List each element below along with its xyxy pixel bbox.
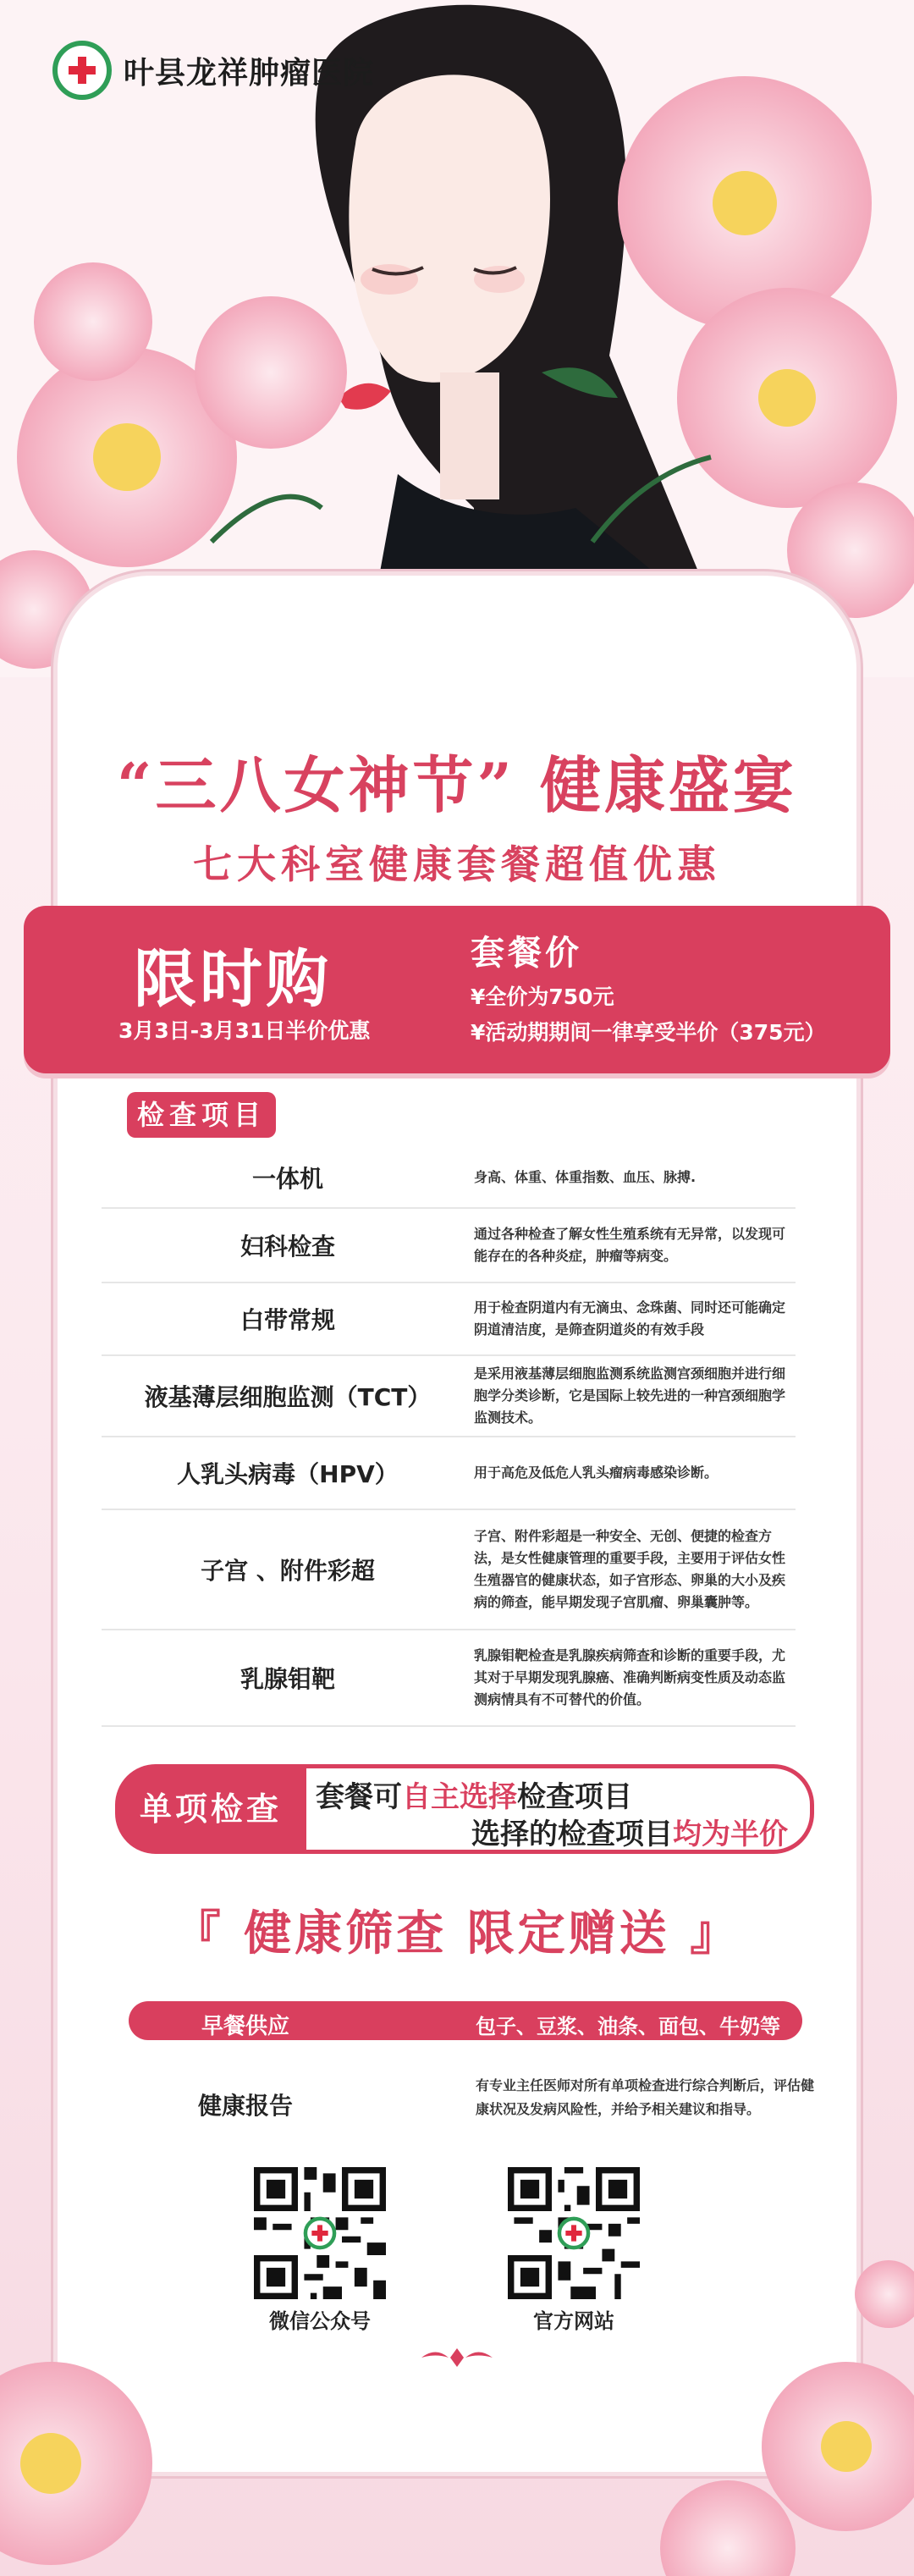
full-price-line: ¥全价为750元 — [471, 985, 614, 1009]
item-name: 白带常规 — [240, 1306, 335, 1334]
item-desc: 通过各种检查了解女性生殖系统有无异常，以发现可能存在的各种炎症，肿瘤等病变。 — [474, 1226, 786, 1264]
single-exam-banner — [115, 1764, 814, 1854]
headline-title: “三八女神节” 健康盛宴 — [117, 749, 797, 821]
gift-heading: 『 健康筛查 限定赠送 』 — [173, 1906, 741, 1961]
report-desc: 有专业主任医师对所有单项检查进行综合判断后，评估健康状况及发病风险性，并给予相关建议和指导。 — [476, 2077, 815, 2117]
wechat-qr-caption: 微信公众号 — [269, 2309, 371, 2333]
item-desc: 用于高危及低危人乳头瘤病毒感染诊断。 — [474, 1465, 719, 1481]
list-item — [102, 1209, 796, 1283]
bottom-flowers-decoration — [0, 2243, 914, 2576]
item-desc: 子宫、附件彩超是一种安全、无创、便捷的检查方法，是女性健康管理的重要手段，主要用于评估女性生殖器官的健康状态，如子宫形态、卵巢的大小及疾病的筛查，能早期发现子宫肌瘤、卵巢囊肿等。 — [474, 1528, 786, 1610]
hospital-cross-icon — [52, 41, 112, 100]
promo-dates: 3月3日-3月31日半价优惠 — [118, 1018, 371, 1043]
breakfast-label: 早餐供应 — [201, 2014, 290, 2039]
item-name: 液基薄层细胞监测（TCT） — [144, 1383, 432, 1411]
package-price-title: 套餐价 — [471, 934, 582, 973]
list-item — [102, 1356, 796, 1437]
website-qr-caption: 官方网站 — [533, 2309, 614, 2333]
breakfast-value: 包子、豆浆、油条、面包、牛奶等 — [476, 2015, 780, 2038]
breakfast-bar — [129, 2001, 802, 2040]
item-name: 妇科检查 — [240, 1233, 335, 1260]
hospital-name: 叶县龙祥肿瘤医院 — [124, 55, 375, 91]
list-item — [102, 1283, 796, 1356]
headline-subtitle: 七大科室健康套餐超值优惠 — [193, 841, 721, 887]
hospital-logo — [52, 41, 374, 100]
list-item — [102, 1437, 796, 1510]
item-name: 一体机 — [251, 1165, 323, 1193]
item-name: 人乳头病毒（HPV） — [177, 1460, 399, 1488]
item-name: 子宫 、附件彩超 — [201, 1557, 375, 1585]
single-exam-line2: 选择的检查项目均为半价 — [471, 1818, 788, 1851]
item-desc: 身高、体重、体重指数、血压、脉搏. — [474, 1169, 697, 1185]
section-tag-exam-items: 检查项目 — [127, 1092, 276, 1138]
item-desc: 乳腺钼靶检查是乳腺疾病筛查和诊断的重要手段，尤其对于早期发现乳腺癌、准确判断病变性质及动态监测病情具有不可替代的价值。 — [474, 1647, 786, 1707]
promo-title: 限时购 — [134, 943, 332, 1016]
half-price-line: ¥活动期期间一律享受半价（375元） — [471, 1020, 826, 1045]
item-name: 乳腺钼靶 — [240, 1665, 335, 1693]
promo-banner — [24, 906, 890, 1073]
list-item — [102, 1630, 796, 1727]
list-item — [102, 1148, 796, 1209]
single-exam-tag: 单项检查 — [115, 1764, 306, 1854]
item-desc: 用于检查阴道内有无滴虫、念珠菌、同时还可能确定阴道清洁度，是筛查阴道炎的有效手段 — [474, 1299, 786, 1338]
list-item — [102, 1510, 796, 1630]
single-exam-line1: 套餐可自主选择检查项目 — [316, 1780, 632, 1814]
exam-items-list — [102, 1148, 796, 1727]
item-desc: 是采用液基薄层细胞监测系统监测宫颈细胞并进行细胞学分类诊断，它是国际上较先进的一种宫颈细胞学监测技术。 — [474, 1365, 786, 1426]
report-label: 健康报告 — [198, 2092, 294, 2120]
